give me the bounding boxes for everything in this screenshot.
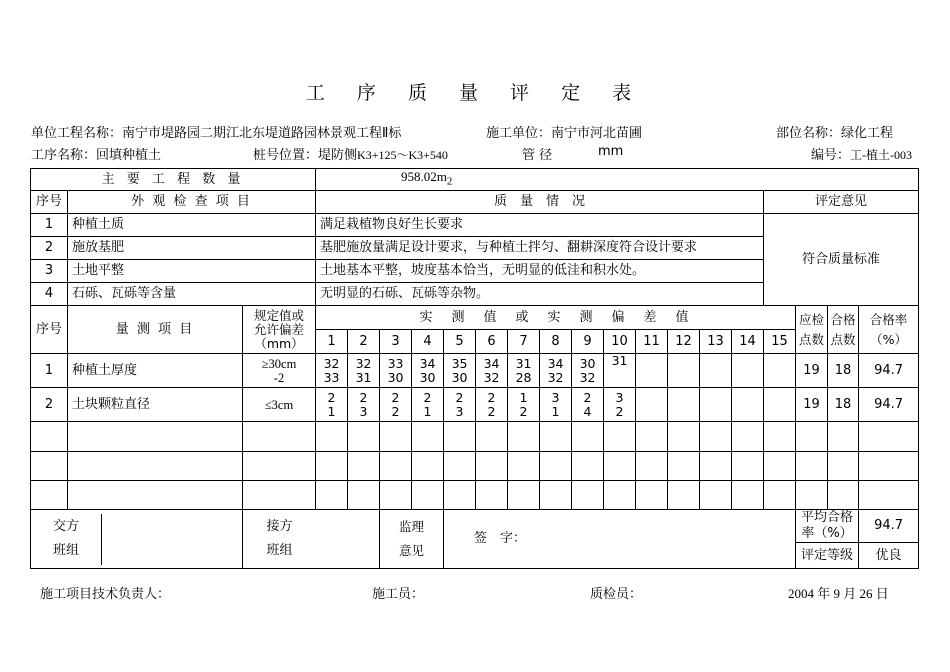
measure-cell: [508, 388, 540, 422]
should-check-header: [796, 306, 828, 354]
tolerance-header: [243, 306, 316, 354]
pass-rate: 94.7: [859, 388, 919, 422]
point-number: 14: [732, 330, 764, 354]
measure-cell: [476, 388, 508, 422]
pass-rate: 94.7: [859, 354, 919, 388]
opinion-header: 评定意见: [764, 191, 919, 214]
measure-value: 2: [455, 389, 464, 405]
measure-value: 2: [423, 389, 432, 405]
project-value: 南宁市堤路园二期江北东堤道路园林景观工程Ⅱ标: [122, 126, 402, 141]
measure-value: 31: [611, 353, 628, 368]
process-line: [31, 144, 161, 163]
measure-cell: [668, 388, 700, 422]
pass-rate-line: （%）: [870, 331, 907, 347]
measure-cell: [700, 354, 732, 388]
quantity-number: 958.02m: [401, 169, 447, 185]
measure-cell: [316, 354, 348, 388]
tolerance-header-line: 规定值或: [254, 307, 305, 323]
contractor-line: [486, 122, 642, 141]
handover-label: 班组: [52, 543, 79, 558]
appearance-seq-header: 序号: [31, 191, 68, 214]
supervisor-label: 监理: [399, 519, 425, 534]
number-label: 编号：: [811, 148, 851, 163]
number-value: 工-植土-003: [850, 148, 913, 162]
measure-cell: [732, 354, 764, 388]
appearance-no: 3: [31, 260, 68, 283]
measure-value: 2: [615, 403, 624, 419]
tolerance-header-line: （mm）: [254, 335, 304, 351]
should-check-line: 应检: [799, 311, 825, 327]
appearance-item: 土地平整: [68, 260, 316, 283]
measure-cell: [476, 354, 508, 388]
measure-value: 3: [455, 403, 464, 419]
tech-lead-label: 施工项目技术负责人：: [40, 586, 171, 601]
measure-tolerance: [243, 354, 316, 388]
station-line: [253, 144, 448, 163]
point-number: 5: [444, 330, 476, 354]
point-number: 9: [572, 330, 604, 354]
appearance-quality: 基肥施放量满足设计要求，与种植土拌匀、翻耕深度符合设计要求: [316, 237, 764, 260]
point-number: 13: [700, 330, 732, 354]
measure-item-header: 量 测 项 目: [68, 306, 243, 354]
project-label: 单位工程名称：: [31, 126, 123, 141]
measure-cell: [668, 354, 700, 388]
measure-value: 32: [547, 369, 564, 385]
tolerance-header-line: 允许偏差: [254, 321, 305, 337]
point-number: 4: [412, 330, 444, 354]
measure-tolerance: [243, 388, 316, 422]
measure-cell: [540, 354, 572, 388]
supervisor-cell: [380, 510, 444, 569]
appearance-header-row: [31, 191, 919, 214]
signature-field[interactable]: 签 字：: [444, 510, 796, 569]
pipe-label: 管 径: [522, 148, 553, 163]
date-text: 2004 年 9 月 26 日: [788, 586, 889, 601]
measure-cell: [508, 354, 540, 388]
measure-item: 种植土厚度: [68, 354, 243, 388]
measure-value: 30: [579, 355, 596, 371]
measure-row: [31, 388, 919, 422]
measure-cell: [764, 354, 796, 388]
quality-form-table: [30, 168, 919, 569]
measure-value: 1: [327, 403, 336, 419]
measure-value: 28: [515, 369, 532, 385]
process-label: 工序名称：: [31, 148, 97, 163]
receiver-cell: [243, 510, 380, 569]
empty-row: [31, 422, 919, 452]
measure-value: 32: [323, 355, 340, 371]
avg-rate-label: 平均合格率（%）: [796, 510, 859, 543]
measure-row: [31, 354, 919, 388]
pass-count-line: 点数: [830, 331, 856, 347]
inspector-label: 质检员：: [590, 586, 643, 601]
opinion-value: 符合质量标准: [764, 214, 919, 306]
measure-cell: [444, 388, 476, 422]
measure-cell: [572, 388, 604, 422]
measure-value: 2: [327, 389, 336, 405]
pass-rate-line: 合格率: [869, 311, 908, 327]
supervisor-label: 意见: [399, 543, 425, 558]
measure-cell: [316, 388, 348, 422]
appearance-no: 1: [31, 214, 68, 237]
should-check-count: 19: [796, 388, 828, 422]
empty-row: [31, 481, 919, 510]
pass-count: 18: [828, 354, 859, 388]
station-value: K3+125～K3+540: [357, 148, 448, 162]
appearance-no: 2: [31, 237, 68, 260]
measure-cell: [636, 354, 668, 388]
measure-value: 2: [359, 389, 368, 405]
measure-cell: [732, 388, 764, 422]
measure-cell: [540, 388, 572, 422]
point-number: 6: [476, 330, 508, 354]
grade-label: 评定等级: [796, 543, 859, 569]
measure-cell: [348, 354, 380, 388]
point-number: 8: [540, 330, 572, 354]
appearance-row: [31, 214, 919, 237]
measure-cell: [380, 388, 412, 422]
receiver-label: 接方: [266, 519, 293, 534]
measure-cell: [444, 354, 476, 388]
receiver-label: 班组: [266, 543, 293, 558]
project-name-line: [31, 122, 401, 141]
quality-header: 质 量 情 况: [316, 191, 764, 214]
part-label: 部位名称：: [776, 126, 842, 141]
measure-seq-header: 序号: [31, 306, 68, 354]
contractor-value: 南宁市河北苗圃: [551, 126, 643, 141]
measure-no: 2: [31, 388, 68, 422]
measure-value: 32: [579, 369, 596, 385]
pipe-unit: mm: [598, 144, 624, 159]
measure-value: 3: [551, 389, 560, 405]
appearance-quality: 满足栽植物良好生长要求: [316, 214, 764, 237]
pass-count-line: 合格: [830, 311, 856, 327]
measure-value: 30: [387, 369, 404, 385]
measure-value: 2: [391, 403, 400, 419]
station-prefix: 堤防侧: [318, 148, 358, 163]
part-value: 绿化工程: [841, 126, 894, 141]
tolerance-line: ≥30cm: [261, 356, 297, 371]
appearance-item: 石砾、瓦砾等含量: [68, 283, 316, 306]
measure-cell: [604, 388, 636, 422]
appearance-item-header: 外 观 检 查 项 目: [68, 191, 316, 214]
measure-value: 2: [583, 389, 592, 405]
quantity-value: [316, 169, 919, 191]
quantity-label: 主 要 工 程 数 量: [31, 169, 316, 191]
measure-value: 34: [547, 355, 564, 371]
should-check-line: 点数: [799, 331, 825, 347]
measure-item: 土块颗粒直径: [68, 388, 243, 422]
page-title: 工 序 质 量 评 定 表: [305, 82, 645, 104]
measure-value: 2: [391, 389, 400, 405]
measure-cell: [636, 388, 668, 422]
point-number: 3: [380, 330, 412, 354]
measure-value: 30: [451, 369, 468, 385]
sign-row: [31, 510, 919, 543]
measure-value: 32: [355, 355, 372, 371]
measure-value: 32: [483, 369, 500, 385]
measure-value: 2: [519, 403, 528, 419]
measure-value: 31: [355, 369, 372, 385]
measure-header-row: [31, 306, 919, 330]
grade-value: 优良: [859, 543, 919, 569]
point-number: 2: [348, 330, 380, 354]
measure-cell: [412, 388, 444, 422]
pass-count: 18: [828, 388, 859, 422]
measure-value: 1: [423, 403, 432, 419]
measure-cell: [348, 388, 380, 422]
measure-value: 33: [387, 355, 404, 371]
avg-rate-value: 94.7: [859, 510, 919, 543]
point-number: 11: [636, 330, 668, 354]
measure-value: 2: [487, 389, 496, 405]
deviation-header: 实 测 值 或 实 测 偏 差 值: [316, 306, 796, 330]
empty-row: [31, 452, 919, 481]
tolerance-line: -2: [273, 370, 285, 385]
point-number: 7: [508, 330, 540, 354]
measure-cell: [380, 354, 412, 388]
measure-no: 1: [31, 354, 68, 388]
measure-cell: [572, 354, 604, 388]
number-line: [811, 144, 912, 163]
measure-value: 2: [487, 403, 496, 419]
measure-cell: [604, 354, 636, 388]
measure-value: 31: [515, 355, 532, 371]
measure-value: 1: [551, 403, 560, 419]
measure-value: 35: [451, 355, 468, 371]
appearance-item: 施放基肥: [68, 237, 316, 260]
measure-value: 4: [583, 403, 592, 419]
tolerance-line: ≤3cm: [264, 397, 294, 412]
measure-cell: [700, 388, 732, 422]
measure-cell: [412, 354, 444, 388]
pass-count-header: [828, 306, 859, 354]
measure-cell: [764, 388, 796, 422]
measure-value: 3: [359, 403, 368, 419]
measure-value: 1: [519, 389, 528, 405]
process-value: 回填种植土: [96, 148, 162, 163]
point-number: 15: [764, 330, 796, 354]
handover-cell: [31, 510, 243, 569]
part-line: [776, 122, 893, 141]
worker-label: 施工员：: [372, 586, 425, 601]
appearance-quality: 无明显的石砾、瓦砾等杂物。: [316, 283, 764, 306]
point-number: 1: [316, 330, 348, 354]
measure-value: 33: [323, 369, 340, 385]
appearance-item: 种植土质: [68, 214, 316, 237]
quantity-sub: 2: [446, 175, 453, 188]
station-label: 桩号位置：: [253, 148, 319, 163]
should-check-count: 19: [796, 354, 828, 388]
quantity-row: [31, 169, 919, 191]
appearance-no: 4: [31, 283, 68, 306]
contractor-label: 施工单位：: [486, 126, 552, 141]
pass-rate-header: [859, 306, 919, 354]
handover-label: 交方: [52, 519, 79, 534]
measure-value: 34: [419, 355, 436, 371]
measure-value: 30: [419, 369, 436, 385]
point-number: 10: [604, 330, 636, 354]
measure-value: 34: [483, 355, 500, 371]
appearance-quality: 土地基本平整，坡度基本恰当，无明显的低洼和积水处。: [316, 260, 764, 283]
point-number: 12: [668, 330, 700, 354]
measure-value: 3: [615, 389, 624, 405]
